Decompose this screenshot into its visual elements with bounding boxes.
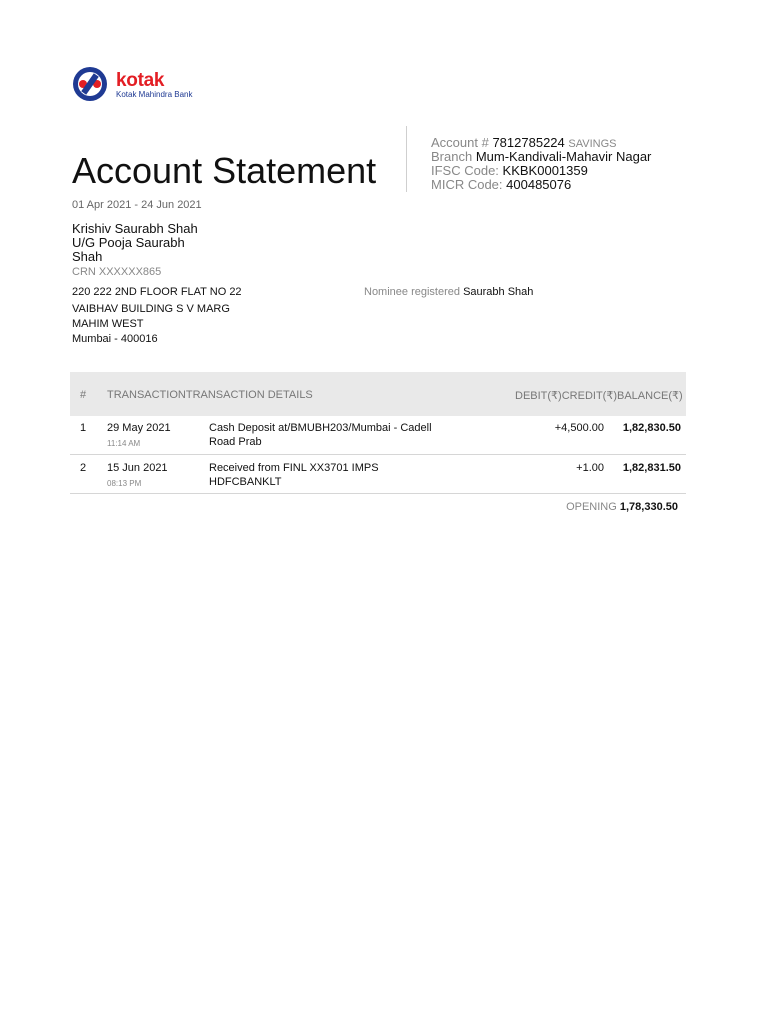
opening-balance: 1,78,330.50 — [619, 501, 678, 513]
row-1-divider — [70, 454, 686, 455]
header-details-label: TRANSACTION DETAILS — [185, 389, 313, 401]
row-2-date: 15 Jun 2021 — [107, 462, 168, 474]
row-2-details-2: HDFCBANKLT — [209, 476, 282, 488]
header-amounts — [515, 389, 683, 402]
nominee-label: Nominee registered — [364, 286, 460, 298]
micr-line — [431, 177, 571, 192]
row-2-balance: 1,82,831.50 — [622, 462, 681, 474]
row-2-index: 2 — [80, 462, 87, 474]
header-debit: DEBIT(₹) — [515, 390, 562, 402]
address-line-4: Mumbai - 400016 — [72, 333, 158, 345]
customer-name-line-3: Shah — [72, 249, 103, 264]
customer-name-line-2: U/G Pooja Saurabh — [72, 235, 185, 250]
header-balance: BALANCE(₹) — [617, 390, 683, 402]
nominee-line — [364, 286, 533, 298]
page-title: Account Statement — [72, 150, 377, 191]
branch-name: Mum-Kandivali-Mahavir Nagar — [475, 149, 652, 164]
ifsc-label: IFSC Code: — [431, 163, 499, 178]
micr-label: MICR Code: — [431, 177, 503, 192]
account-number: 7812785224 — [492, 135, 565, 150]
row-1-index: 1 — [80, 422, 87, 434]
row-1-time: 11:14 AM — [107, 439, 141, 448]
header-transaction-label: TRANSACTION — [107, 389, 186, 401]
header-index: # — [80, 389, 87, 401]
customer-name-line-1: Krishiv Saurabh Shah — [72, 221, 198, 236]
micr-code: 400485076 — [506, 177, 572, 192]
bank-tagline: Kotak Mahindra Bank — [116, 90, 193, 99]
opening-balance-line — [480, 501, 678, 513]
account-type: SAVINGS — [568, 138, 617, 150]
nominee-name: Saurabh Shah — [463, 286, 534, 298]
row-2-details-1: Received from FINL XX3701 IMPS — [209, 462, 379, 474]
row-2-time: 08:13 PM — [107, 479, 142, 488]
row-1-details-2: Road Prab — [209, 436, 262, 448]
branch-line — [431, 149, 651, 164]
header-divider — [406, 126, 407, 192]
row-1-details-1: Cash Deposit at/BMUBH203/Mumbai - Cadell — [209, 422, 432, 434]
statement-period: 01 Apr 2021 - 24 Jun 2021 — [72, 199, 202, 211]
header-transaction — [107, 389, 313, 401]
opening-label: OPENING — [566, 501, 617, 513]
customer-crn: CRN XXXXXX865 — [72, 266, 162, 278]
row-1-balance: 1,82,830.50 — [622, 422, 681, 434]
address-line-1: 220 222 2ND FLOOR FLAT NO 22 — [72, 286, 242, 298]
ifsc-code: KKBK0001359 — [502, 163, 588, 178]
row-2-divider — [70, 493, 686, 494]
bank-wordmark: kotak — [116, 70, 165, 91]
branch-label: Branch — [431, 149, 473, 164]
address-line-3: MAHIM WEST — [72, 318, 144, 330]
row-1-amount: +4,500.00 — [554, 422, 604, 434]
account-number-label: Account # — [431, 135, 489, 150]
row-2-amount: +1.00 — [576, 462, 604, 474]
account-number-line — [431, 135, 616, 150]
header-credit: CREDIT(₹) — [561, 390, 617, 402]
row-1-date: 29 May 2021 — [107, 422, 171, 434]
address-line-2: VAIBHAV BUILDING S V MARG — [72, 303, 230, 315]
ifsc-line — [431, 163, 588, 178]
